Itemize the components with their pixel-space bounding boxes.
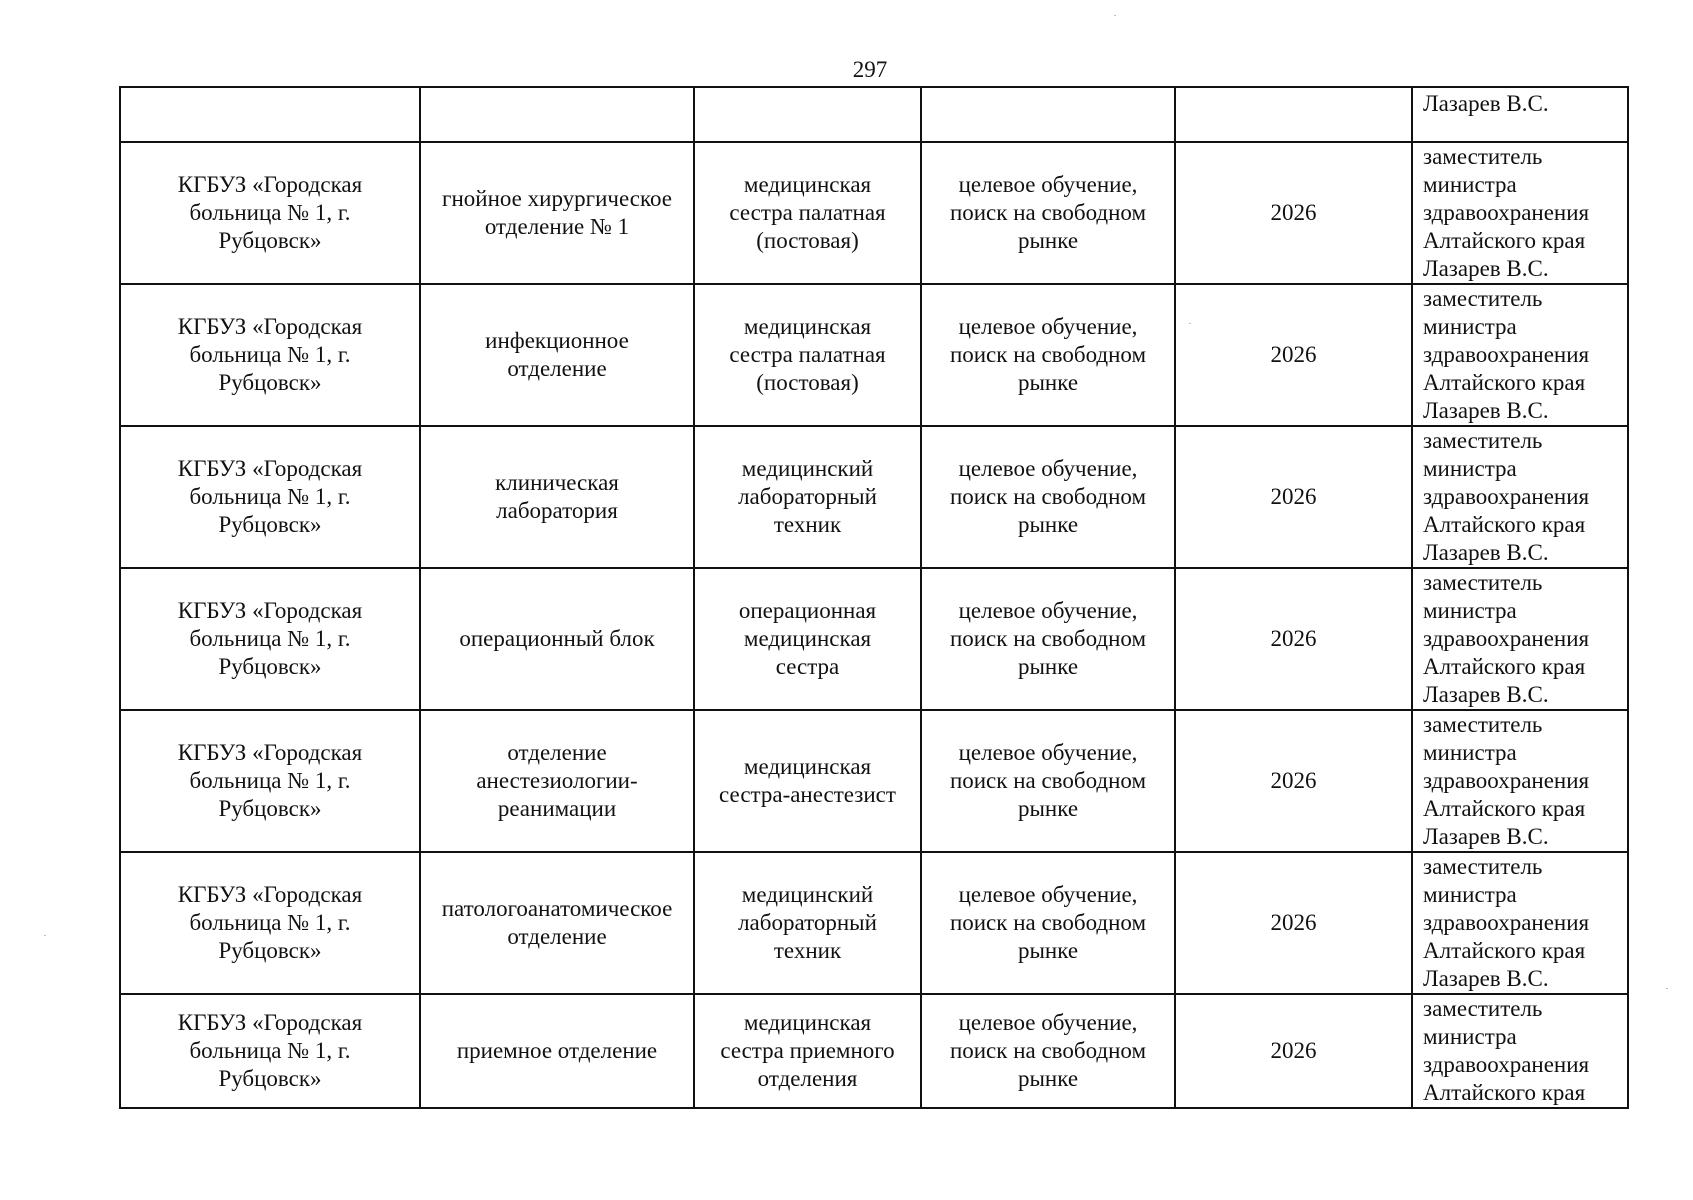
cell-department: патологоанатомическое отделение <box>420 852 694 994</box>
cell-year <box>1175 87 1412 142</box>
cell-organization: КГБУЗ «Городская больница № 1, г. Рубцовск» <box>120 710 420 852</box>
scan-speck <box>1666 988 1668 989</box>
cell-organization: КГБУЗ «Городская больница № 1, г. Рубцовск» <box>120 426 420 568</box>
cell-department: клиническая лаборатория <box>420 426 694 568</box>
cell-method: целевое обучение, поиск на свободном рынке <box>921 142 1175 284</box>
table-row <box>120 568 1628 710</box>
table-row <box>120 426 1628 568</box>
cell-position: операционная медицинская сестра <box>694 568 921 710</box>
cell-organization <box>120 87 420 142</box>
cell-position <box>694 87 921 142</box>
cell-organization: КГБУЗ «Городская больница № 1, г. Рубцовск» <box>120 568 420 710</box>
cell-responsible: заместитель министра здравоохранения Алтайского края Лазарев В.С. <box>1412 426 1628 568</box>
cell-responsible: заместитель министра здравоохранения Алтайского края Лазарев В.С. <box>1412 852 1628 994</box>
cell-method <box>921 87 1175 142</box>
cell-position: медицинская сестра-анестезист <box>694 710 921 852</box>
cell-method: целевое обучение, поиск на свободном рынке <box>921 852 1175 994</box>
cell-responsible: заместитель министра здравоохранения Алтайского края Лазарев В.С. <box>1412 142 1628 284</box>
cell-year: 2026 <box>1175 994 1412 1108</box>
cell-responsible: заместитель министра здравоохранения Алтайского края Лазарев В.С. <box>1412 284 1628 426</box>
cell-method: целевое обучение, поиск на свободном рынке <box>921 994 1175 1108</box>
table-row <box>120 710 1628 852</box>
cell-year: 2026 <box>1175 142 1412 284</box>
cell-responsible: Лазарев В.С. <box>1412 87 1628 142</box>
staffing-table <box>119 86 1629 1109</box>
cell-organization: КГБУЗ «Городская больница № 1, г. Рубцовск» <box>120 852 420 994</box>
cell-department: отделение анестезиологии- реанимации <box>420 710 694 852</box>
cell-department <box>420 87 694 142</box>
cell-department: приемное отделение <box>420 994 694 1108</box>
cell-position: медицинская сестра приемного отделения <box>694 994 921 1108</box>
table-row <box>120 284 1628 426</box>
table-row <box>120 994 1628 1108</box>
cell-responsible: заместитель министра здравоохранения Алтайского края Лазарев В.С. <box>1412 568 1628 710</box>
cell-year: 2026 <box>1175 710 1412 852</box>
cell-method: целевое обучение, поиск на свободном рынке <box>921 284 1175 426</box>
cell-organization: КГБУЗ «Городская больница № 1, г. Рубцовск» <box>120 994 420 1108</box>
cell-year: 2026 <box>1175 852 1412 994</box>
cell-organization: КГБУЗ «Городская больница № 1, г. Рубцовск» <box>120 142 420 284</box>
cell-year: 2026 <box>1175 284 1412 426</box>
scan-speck <box>1114 15 1116 16</box>
page-number: 297 <box>852 57 888 82</box>
table-row-continued <box>120 87 1628 142</box>
scan-speck <box>44 935 46 936</box>
cell-year: 2026 <box>1175 568 1412 710</box>
cell-method: целевое обучение, поиск на свободном рынке <box>921 710 1175 852</box>
cell-department: инфекционное отделение <box>420 284 694 426</box>
cell-organization: КГБУЗ «Городская больница № 1, г. Рубцовск» <box>120 284 420 426</box>
cell-responsible: заместитель министра здравоохранения Алтайского края Лазарев В.С. <box>1412 710 1628 852</box>
cell-position: медицинский лабораторный техник <box>694 426 921 568</box>
cell-position: медицинская сестра палатная (постовая) <box>694 142 921 284</box>
cell-year: 2026 <box>1175 426 1412 568</box>
cell-responsible: заместитель министра здравоохранения Алтайского края <box>1412 994 1628 1108</box>
table-row <box>120 852 1628 994</box>
cell-position: медицинский лабораторный техник <box>694 852 921 994</box>
cell-method: целевое обучение, поиск на свободном рынке <box>921 426 1175 568</box>
cell-method: целевое обучение, поиск на свободном рынке <box>921 568 1175 710</box>
table-row <box>120 142 1628 284</box>
cell-department: гнойное хирургическое отделение № 1 <box>420 142 694 284</box>
cell-position: медицинская сестра палатная (постовая) <box>694 284 921 426</box>
staffing-table-body <box>120 87 1628 1108</box>
cell-department: операционный блок <box>420 568 694 710</box>
scan-speck <box>1189 323 1191 324</box>
